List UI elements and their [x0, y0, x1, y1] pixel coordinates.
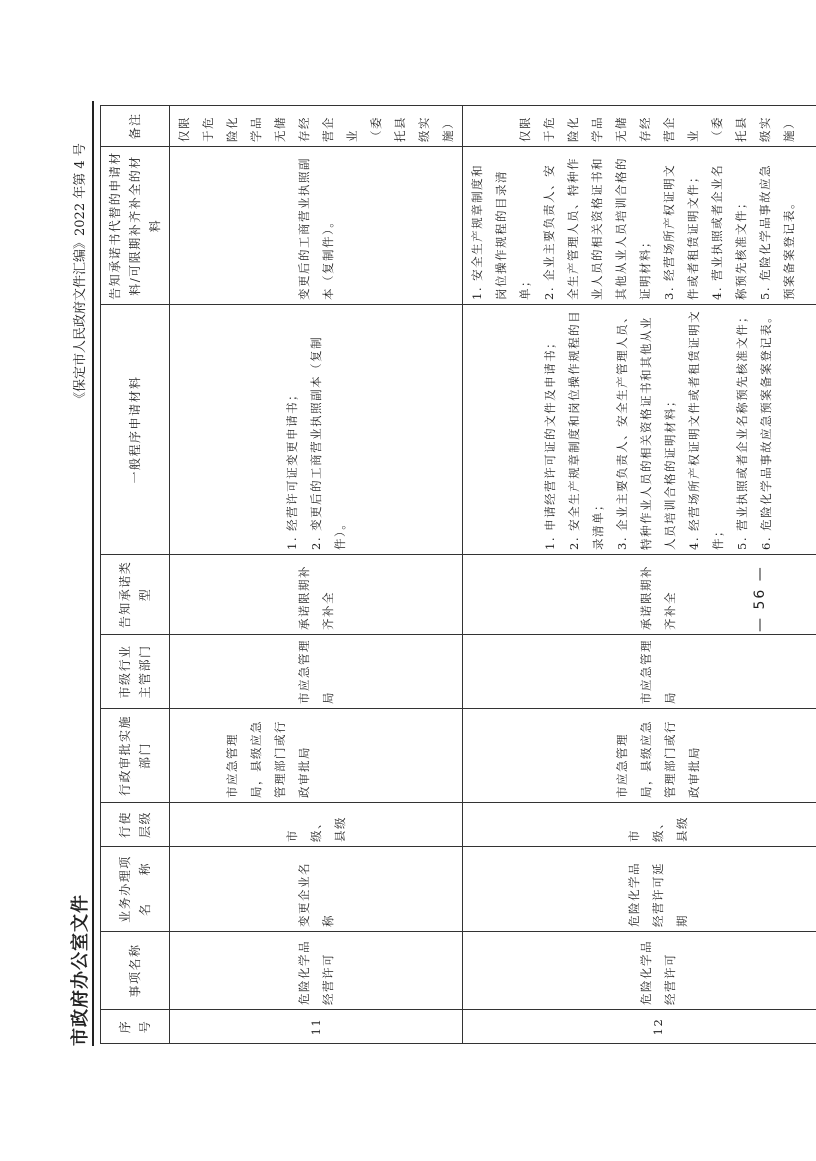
cell-materials [463, 305, 816, 555]
header-dept: 行政审批实施部门 [101, 709, 170, 803]
cell-dept: 市应急管理局，县级应急管理部门或行政审批局 [170, 709, 463, 803]
material-line: 6. 危险化学品事故应急预案备案登记表。 [758, 309, 773, 550]
material-line: 2. 安全生产规章制度和岗位操作规程的目录清单； [566, 309, 605, 550]
cell-materials [170, 305, 463, 555]
promise-material-line: 变更后的工商营业执照副本（复制件）。 [297, 157, 335, 300]
cell-item-name: 危险化学品经营许可 [463, 932, 816, 1010]
cell-remark: 仅限于危险化学品无储存经营企业（委托县级实施） [463, 106, 816, 147]
promise-material-line: 4. 营业执照或者企业名称预先核准文件； [710, 163, 748, 300]
header-right-title: 《保定市人民政府文件汇编》2022 年第 4 号 [73, 143, 88, 405]
cell-business-name: 变更企业名称 [170, 847, 463, 932]
cell-industry-dept: 市应急管理局 [170, 635, 463, 709]
material-line: 3. 企业主要负责人、安全生产管理人员、特种作业人员的相关资格证书和其他从业人员培训合格的证明材料； [614, 309, 677, 550]
cell-level: 市级、县级 [463, 803, 816, 847]
header-promise-materials: 告知承诺书代替的申请材料/可限期补齐补全的材料 [101, 147, 170, 305]
cell-promise-type: 承诺限期补齐补全 [170, 555, 463, 635]
material-line: 2. 变更后的工商营业执照副本（复制件）。 [309, 335, 347, 550]
promise-material-line: 2. 企业主要负责人、安全生产管理人员、特种作业人员的相关资格证书和其他从业人员培训合格的证明材料； [542, 157, 652, 300]
cell-remark: 仅限于危险化学品无储存经营企业（委托县级实施） [170, 106, 463, 147]
cell-seq: 11 [170, 1010, 463, 1044]
header-remark: 备注 [101, 106, 170, 147]
promise-material-line: 3. 经营场所产权证明文件或者租赁证明文件； [662, 163, 700, 300]
items-table [100, 105, 816, 1044]
page-number: — 56 — [752, 565, 768, 632]
material-line: 1. 申请经营许可证的文件及申请书； [542, 335, 557, 550]
cell-promise-materials [463, 147, 816, 305]
header-seq: 序号 [101, 1010, 170, 1044]
cell-seq: 12 [463, 1010, 816, 1044]
cell-dept: 市应急管理局，县级应急管理部门或行政审批局 [463, 709, 816, 803]
cell-industry-dept: 市应急管理局 [463, 635, 816, 709]
table-row [170, 106, 463, 1044]
cell-business-name: 危险化学品经营许可延期 [463, 847, 816, 932]
cell-promise-type: 承诺限期补齐补全 [463, 555, 816, 635]
material-line: 5. 营业执照或者企业名称预先核准文件； [734, 309, 749, 550]
promise-material-line: 5. 危险化学品事故应急预案备案登记表。 [758, 163, 796, 300]
header-business-name: 业务办理项名 称 [101, 847, 170, 932]
material-line: 1. 经营许可证变更申请书； [285, 387, 299, 550]
header-industry-dept: 市级行业主管部门 [101, 635, 170, 709]
header-rule [92, 101, 94, 1046]
header-promise-type: 告知承诺类型 [101, 555, 170, 635]
promise-material-line: 1. 安全生产规章制度和岗位操作规程的目录清单； [470, 163, 532, 300]
cell-promise-materials [170, 147, 463, 305]
header-left-title: 市政府办公室文件 [70, 894, 91, 1046]
cell-item-name: 危险化学品经营许可 [170, 932, 463, 1010]
material-line: 4. 经营场所产权证明文件或者租赁证明文件； [686, 309, 725, 550]
header-materials: 一般程序申请材料 [101, 305, 170, 555]
header-item-name: 事项名称 [101, 932, 170, 1010]
header-level: 行使层级 [101, 803, 170, 847]
table-header-row [101, 106, 170, 1044]
cell-level: 市级、县级 [170, 803, 463, 847]
